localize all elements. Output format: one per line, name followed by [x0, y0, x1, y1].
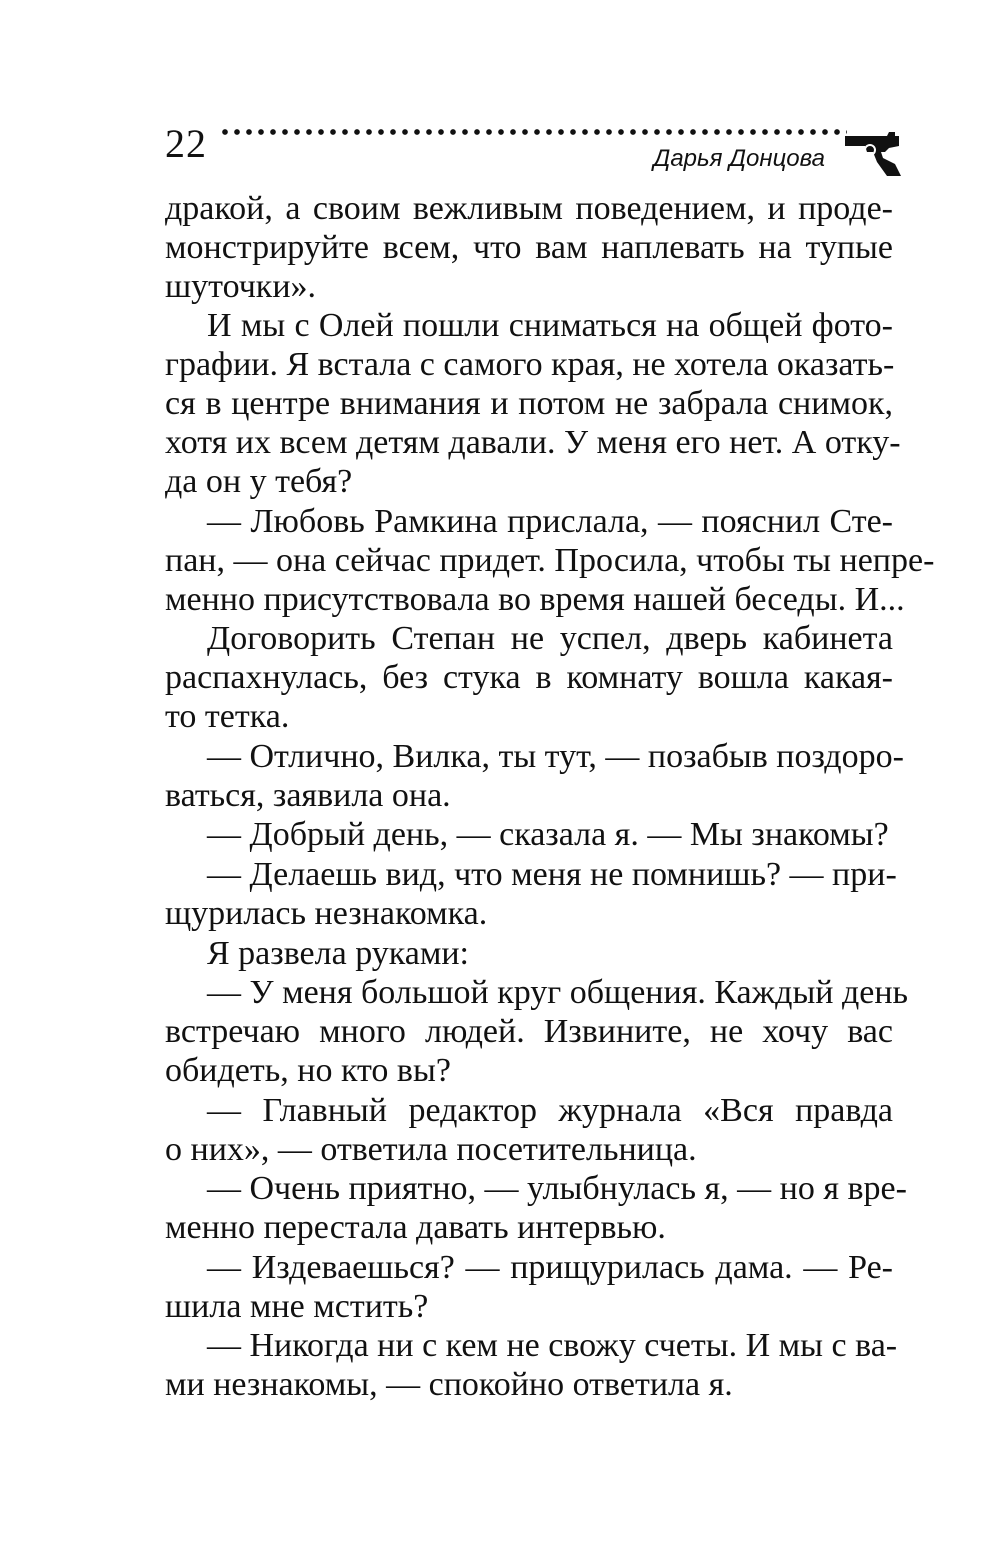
text-line: — Никогда ни с кем не свожу счеты. И мы с ва-	[207, 1327, 898, 1365]
text-line: И мы с Олей пошли сниматься на общей фото-	[207, 307, 893, 345]
text-line: — Любовь Рамкина прислала, — пояснил Сте-	[207, 502, 893, 540]
text-line: дракой, а своим вежливым поведением, и проде-	[165, 190, 893, 227]
text-line: Я развела руками:	[207, 934, 470, 972]
text-line: да он у тебя?	[165, 463, 353, 501]
text-line: шила мне мстить?	[165, 1287, 429, 1325]
text-line: Договорить Степан не успел, дверь кабинета	[207, 620, 893, 658]
text-line: — Добрый день, — сказала я. — Мы знакомы?	[207, 816, 889, 854]
text-line: графии. Я встала с самого края, не хотела оказать-	[165, 346, 895, 384]
text-line: обидеть, но кто вы?	[165, 1051, 451, 1089]
body-text	[165, 190, 935, 1405]
text-line: шуточки».	[165, 267, 317, 305]
text-line: монстрируйте всем, что вам наплевать на тупые	[165, 228, 893, 266]
dotted-rule	[219, 126, 847, 138]
text-line: то тетка.	[165, 697, 290, 735]
text-line: — Издеваешься? — прищурилась дама. — Ре-	[207, 1248, 893, 1286]
text-line: о них», — ответила посетительница.	[165, 1130, 697, 1168]
text-line: — Очень приятно, — улыбнулась я, — но я вре-	[207, 1170, 907, 1208]
text-line: пан, — она сейчас придет. Просила, чтобы ты непре-	[165, 541, 935, 579]
text-line: — Главный редактор журнала «Вся правда	[207, 1091, 893, 1129]
text-line: менно перестала давать интервью.	[165, 1209, 666, 1247]
text-line: — У меня большой круг общения. Каждый день	[207, 974, 909, 1012]
text-line: менно присутствовала во время нашей беседы. И...	[165, 580, 905, 618]
text-line: — Отлично, Вилка, ты тут, — позабыв поздоро-	[207, 737, 904, 775]
text-line: встречаю много людей. Извините, не хочу вас	[165, 1013, 893, 1051]
running-head-author: Дарья Донцова	[653, 145, 825, 172]
text-line: — Делаешь вид, что меня не помнишь? — при-	[207, 855, 897, 893]
text-line: распахнулась, без стука в комнату вошла какая-	[165, 659, 893, 697]
text-line: хотя их всем детям давали. У меня его нет. А отку-	[165, 424, 901, 462]
text-line: ваться, заявила она.	[165, 776, 451, 814]
text-line: щурилась незнакомка.	[165, 894, 488, 932]
text-line: ся в центре внимания и потом не забрала снимок,	[165, 385, 893, 423]
page-header	[165, 118, 905, 188]
revolver-icon	[843, 122, 903, 178]
text-line: ми незнакомы, — спокойно ответила я.	[165, 1366, 733, 1404]
page-number: 22	[165, 121, 207, 166]
